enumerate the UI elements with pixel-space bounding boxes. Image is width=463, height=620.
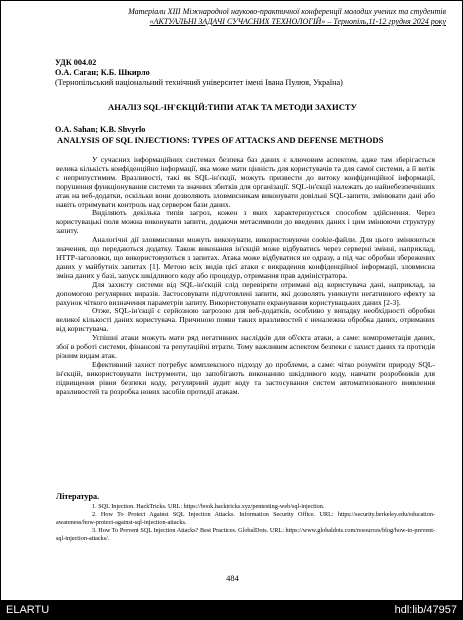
paragraph: Виділяють декілька типів загроз, кожен з яких характеризується способом здійснення. Через користувацькі поля можна виконувати запити, додаючи метасимволи до введених даних і цим змінюючи структуру запиту.	[56, 208, 435, 236]
footer-handle: hdl:lib/47957	[394, 604, 457, 616]
authors-en: O.A. Sahan; K.B. Shvyrlo	[55, 125, 146, 134]
paragraph: Для захисту системи від SQL-ін'єкцій слід перевіряти отримані від користувача дані, наприклад, за допомогою регулярних виразів. Застосовувати підготовлені запити, які дозволять уникнути негативного ефекту за рахунок чіткого визначення параметрів запиту. Використовувати екранування користувацьких даних [2-3].	[56, 279, 435, 307]
title-ua: АНАЛІЗ SQL-ІН'ЄКЦІЙ:ТИПИ АТАК ТА МЕТОДИ ЗАХИСТУ	[108, 102, 357, 112]
running-header	[19, 7, 446, 27]
body-text	[56, 156, 435, 396]
repository-footer	[0, 600, 463, 620]
reference-item: 1. SQL Injection. HackTricks. URL: https://book.hacktricks.xyz/pentesting-web/sql-injection.	[92, 503, 325, 510]
literature-heading: Література.	[56, 492, 100, 501]
footer-left-label: ELARTU	[6, 604, 50, 616]
udc-code: УДК 004.02	[55, 58, 97, 67]
affiliation: (Тернопільський національний технічний університет імені Івана Пулюя, Україна)	[55, 78, 343, 87]
reference-list	[56, 503, 435, 543]
paragraph: Аналогічні дії зловмисники можуть виконувати, використовуючи cookie-файли. Для цього змінюються значення, що передаються додатку. Також виконання ін'єкцій може відбуватись через серверні змінні, наприклад, HTTP-заголовки, що використовуються з запитах. Атака може відбуватися не одразу, а під час обробки збережених даних у майбутніх запитах [1]. Метою всіх видів цієї атаки є викрадення конфіденційної інформації, зловмисна зміна даних у базі, запуск шкідливого коду або процедур, отримання прав адміністратора.	[56, 235, 435, 280]
reference-item: 2. How To Protect Against SQL Injection Attacks. Information Security Office. URL: https://security.berkeley.edu/education-awareness/how-protect-against-sql-injection-attacks.	[56, 511, 435, 526]
reference-item: 3. How To Prevent SQL Injection Attacks? Best Practices. GlobalDots. URL: https://www.globaldots.com/resources/blog/how-to-prevent-sql-injection-attacks/.	[56, 527, 435, 542]
paragraph: Ефективний захист потребує комплексного підходу до проблеми, а саме: чітко розуміти природу SQL-ін'єкцій, використовувати інструменти, що запобігають виконанню шкідливого коду, навчати розробників для підвищення рівня безпеки коду, регулярний аудит коду та застосування систем автоматизованого виявлення вразливостей та розробка нових засобів протидії атакам.	[56, 359, 435, 396]
header-line-1: Матеріали XIII Міжнародної науково-практичної конференції молодих учених та студентів	[128, 7, 446, 16]
authors-ua: О.А. Саган; К.Б. Шкирло	[55, 68, 150, 77]
paragraph: У сучасних інформаційних системах безпека баз даних є ключовим аспектом, адже там зберігається велика кількість конфіденційно інформації, яка може мати цінність для користувачів та для самої системи, а її витік є неприпустимим. Вразливості, такі як SQL-ін'єкції, можуть призвести до витоку конфіденційної інформації, порушення функціонування системи та значних збитків для організації. SQL-ін'єкції належать до найнебезпечніших атак на веб-додатки, оскільки вони дозволяють зловмисникам виконувати довільні SQL-запити, змінювати дані або навіть отримувати контроль над сервером бази даних.	[56, 155, 435, 209]
page-number: 484	[226, 573, 239, 583]
title-en: ANALYSIS OF SQL INJECTIONS: TYPES OF ATTACKS AND DEFENSE METHODS	[57, 135, 384, 145]
header-line-2: «АКТУАЛЬНІ ЗАДАЧІ СУЧАСНИХ ТЕХНОЛОГІЙ» – Тернопіль,11-12 грудня 2024 року	[149, 17, 446, 26]
paragraph: Отже, SQL-ін'єкції є серйозною загрозою для веб-додатків, особливо у випадку необхідності обробки великої кількості даних користувача. Причиною появи таких вразливостей є неналежна обробка даних, отриманих від користувача.	[56, 306, 435, 334]
paragraph: Успішні атаки можуть мати ряд негативних наслідків для об'єкта атаки, а саме: компрометація даних, збої в роботі системи, фінансові та репутаційні втрати. Тому важливим аспектом безпеки є захист даних та протидія різним видам атак.	[56, 333, 435, 360]
